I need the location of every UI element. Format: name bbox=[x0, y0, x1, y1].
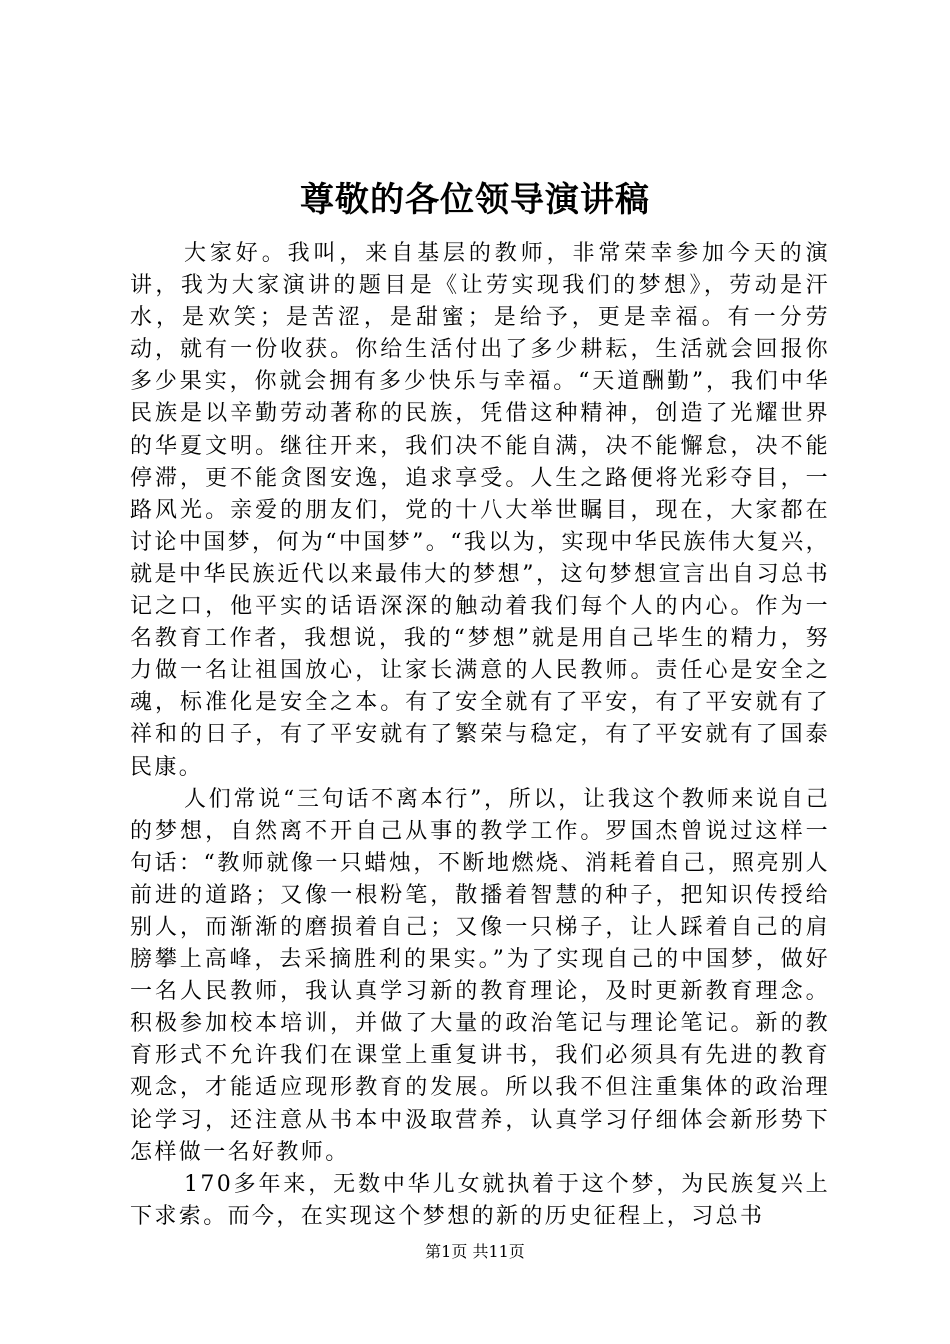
document-title: 尊敬的各位领导演讲稿 bbox=[300, 180, 650, 220]
document-body bbox=[130, 238, 830, 1233]
page-footer: 第1页 共11页 bbox=[425, 1242, 525, 1261]
paragraph-3: 170多年来，无数中华儿女就执着于这个梦，为民族复兴上下求索。而今，在实现这个梦想的新的历史征程上，习总书 bbox=[130, 1171, 830, 1229]
paragraph-2: 人们常说“三句话不离本行”，所以，让我这个教师来说自己的梦想，自然离不开自己从事的教学工作。罗国杰曾说过这样一句话：“教师就像一只蜡烛，不断地燃烧、消耗着自己，照亮别人前进的道路；又像一根粉笔，散播着智慧的种子，把知识传授给别人，而渐渐的磨损着自己；又像一只梯子，让人踩着自己的肩膀攀上高峰，去采摘胜利的果实。”为了实现自己的中国梦，做好一名人民教师，我认真学习新的教育理论，及时更新教育理念。积极参加校本培训，并做了大量的政治笔记与理论笔记。新的教育形式不允许我们在课堂上重复讲书，我们必须具有先进的教育观念，才能适应现形教育的发展。所以我不但注重集体的政治理论学习，还注意从书本中汲取营养，认真学习仔细体会新形势下怎样做一名好教师。 bbox=[130, 786, 830, 1165]
paragraph-1: 大家好。我叫，来自基层的教师，非常荣幸参加今天的演讲，我为大家演讲的题目是《让劳实现我们的梦想》，劳动是汗水，是欢笑；是苦涩，是甜蜜；是给予，更是幸福。有一分劳动，就有一份收获。你给生活付出了多少耕耘，生活就会回报你多少果实，你就会拥有多少快乐与幸福。“天道酬勤”，我们中华民族是以辛勤劳动著称的民族，凭借这种精神，创造了光耀世界的华夏文明。继往开来，我们决不能自满，决不能懈怠，决不能停滞，更不能贪图安逸，追求享受。人生之路便将光彩夺目，一路风光。亲爱的朋友们，党的十八大举世瞩目，现在，大家都在讨论中国梦，何为“中国梦”。“我以为，实现中华民族伟大复兴，就是中华民族近代以来最伟大的梦想”，这句梦想宣言出自习总书记之口，他平实的话语深深的触动着我们每个人的内心。作为一名教育工作者，我想说，我的“梦想”就是用自己毕生的精力，努力做一名让祖国放心，让家长满意的人民教师。责任心是安全之魂，标准化是安全之本。有了安全就有了平安，有了平安就有了祥和的日子，有了平安就有了繁荣与稳定，有了平安就有了国泰民康。 bbox=[130, 241, 830, 780]
